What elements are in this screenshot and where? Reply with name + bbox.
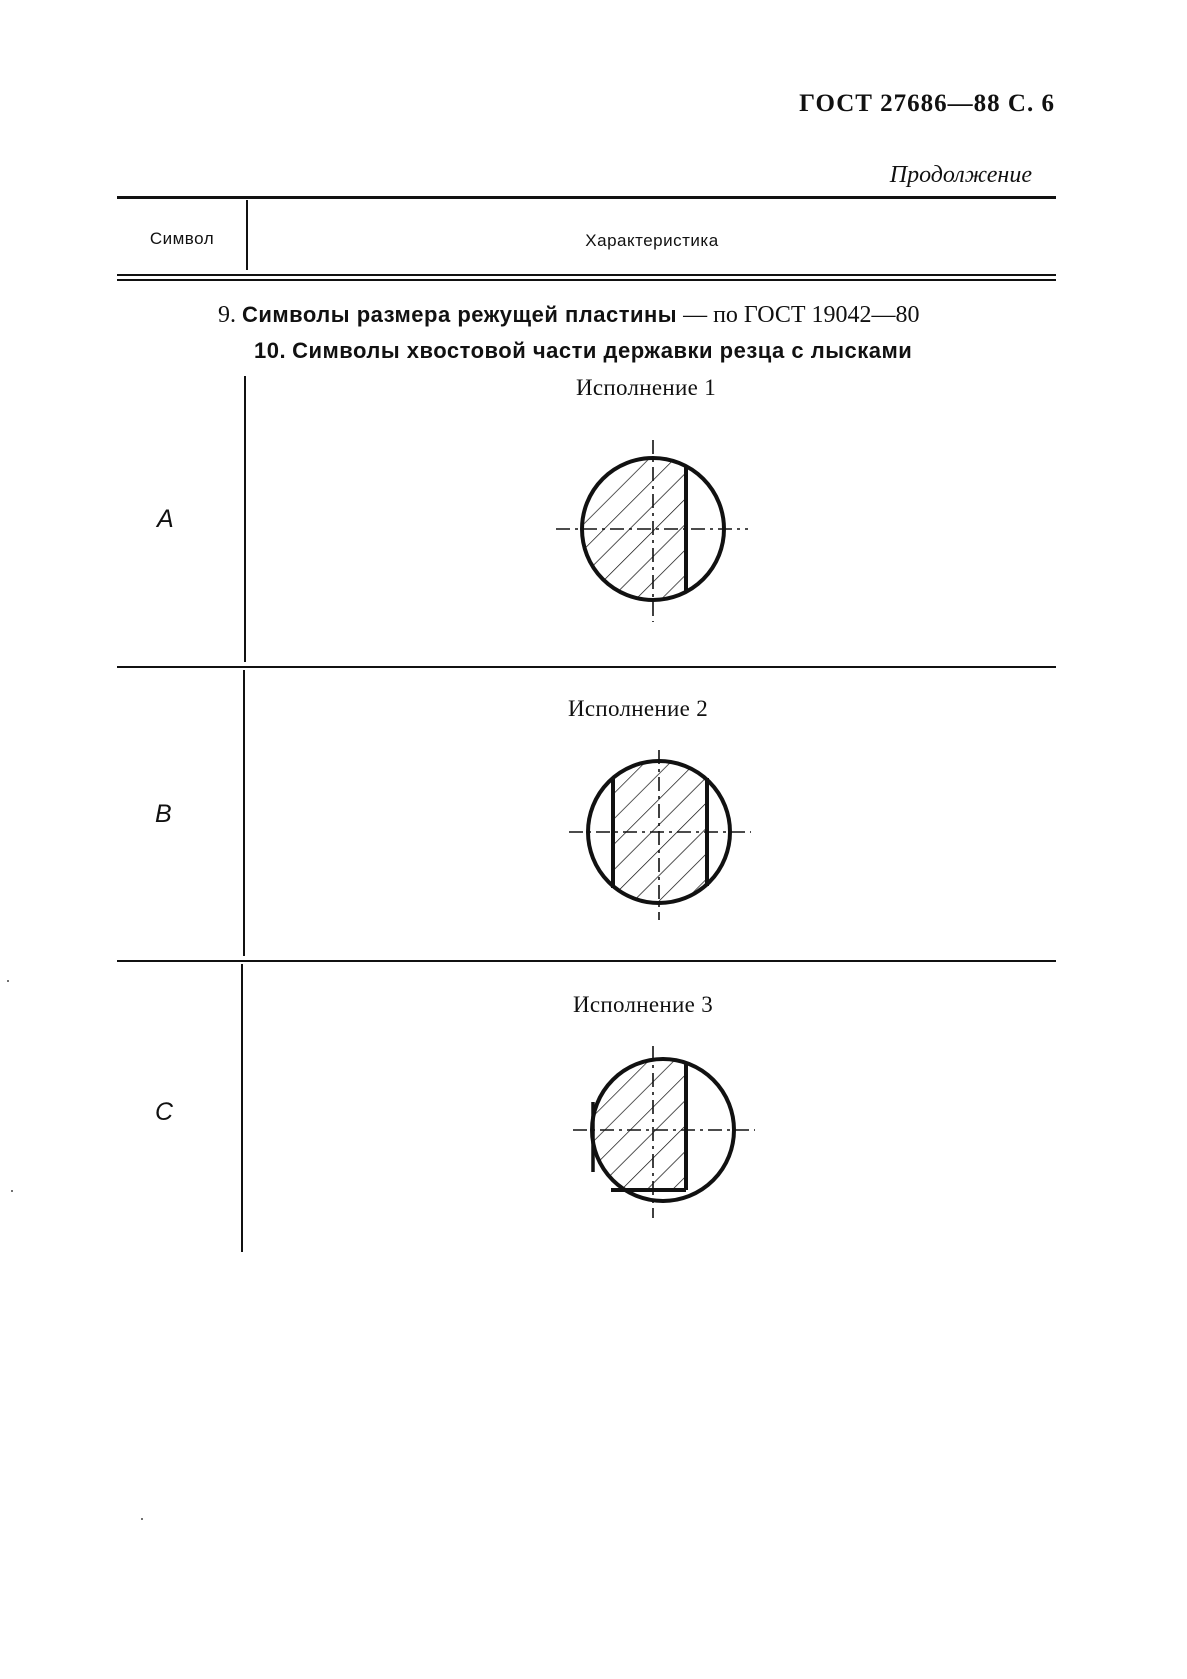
tail-section-variant-3-figure: [565, 1042, 761, 1222]
header-bottom-rule-1: [117, 274, 1056, 276]
row-column-divider-1: [244, 376, 246, 662]
column-header-symbol: Символ: [149, 229, 215, 248]
column-header-characteristic: Характеристика: [585, 231, 719, 250]
row-column-divider-2: [243, 670, 245, 956]
variant-2-label: Исполнение 2: [568, 696, 708, 721]
tail-section-variant-2-figure: [561, 744, 757, 924]
symbol-a: A: [157, 505, 174, 533]
symbol-c: C: [155, 1098, 174, 1126]
row-separator-2: [117, 960, 1056, 962]
row-separator-1: [117, 666, 1056, 668]
section-10-heading: [254, 338, 912, 365]
table-top-rule: [117, 196, 1056, 199]
scan-speck: [141, 1518, 143, 1520]
scan-speck: [11, 1190, 13, 1192]
section-9-reference: — по ГОСТ 19042—80: [683, 302, 920, 328]
continuation-label: Продолжение: [889, 162, 1032, 188]
variant-3-label: Исполнение 3: [573, 992, 713, 1017]
variant-1-label: Исполнение 1: [576, 375, 716, 400]
symbol-b: B: [155, 800, 172, 828]
section-10-title: Символы хвостовой части державки резца с лысками: [292, 338, 913, 363]
scan-speck: [7, 980, 9, 982]
row-column-divider-3: [241, 964, 243, 1252]
tail-section-variant-1-figure: [548, 432, 760, 626]
header-bottom-rule-2: [117, 279, 1056, 281]
section-9-heading: [218, 302, 920, 329]
section-9-title: Символы размера режущей пластины: [242, 302, 678, 327]
document-reference: ГОСТ 27686—88 С. 6: [799, 90, 1055, 117]
section-9-number: 9.: [218, 302, 236, 328]
hatched-area: [565, 1042, 686, 1190]
section-10-number: 10.: [254, 338, 287, 363]
